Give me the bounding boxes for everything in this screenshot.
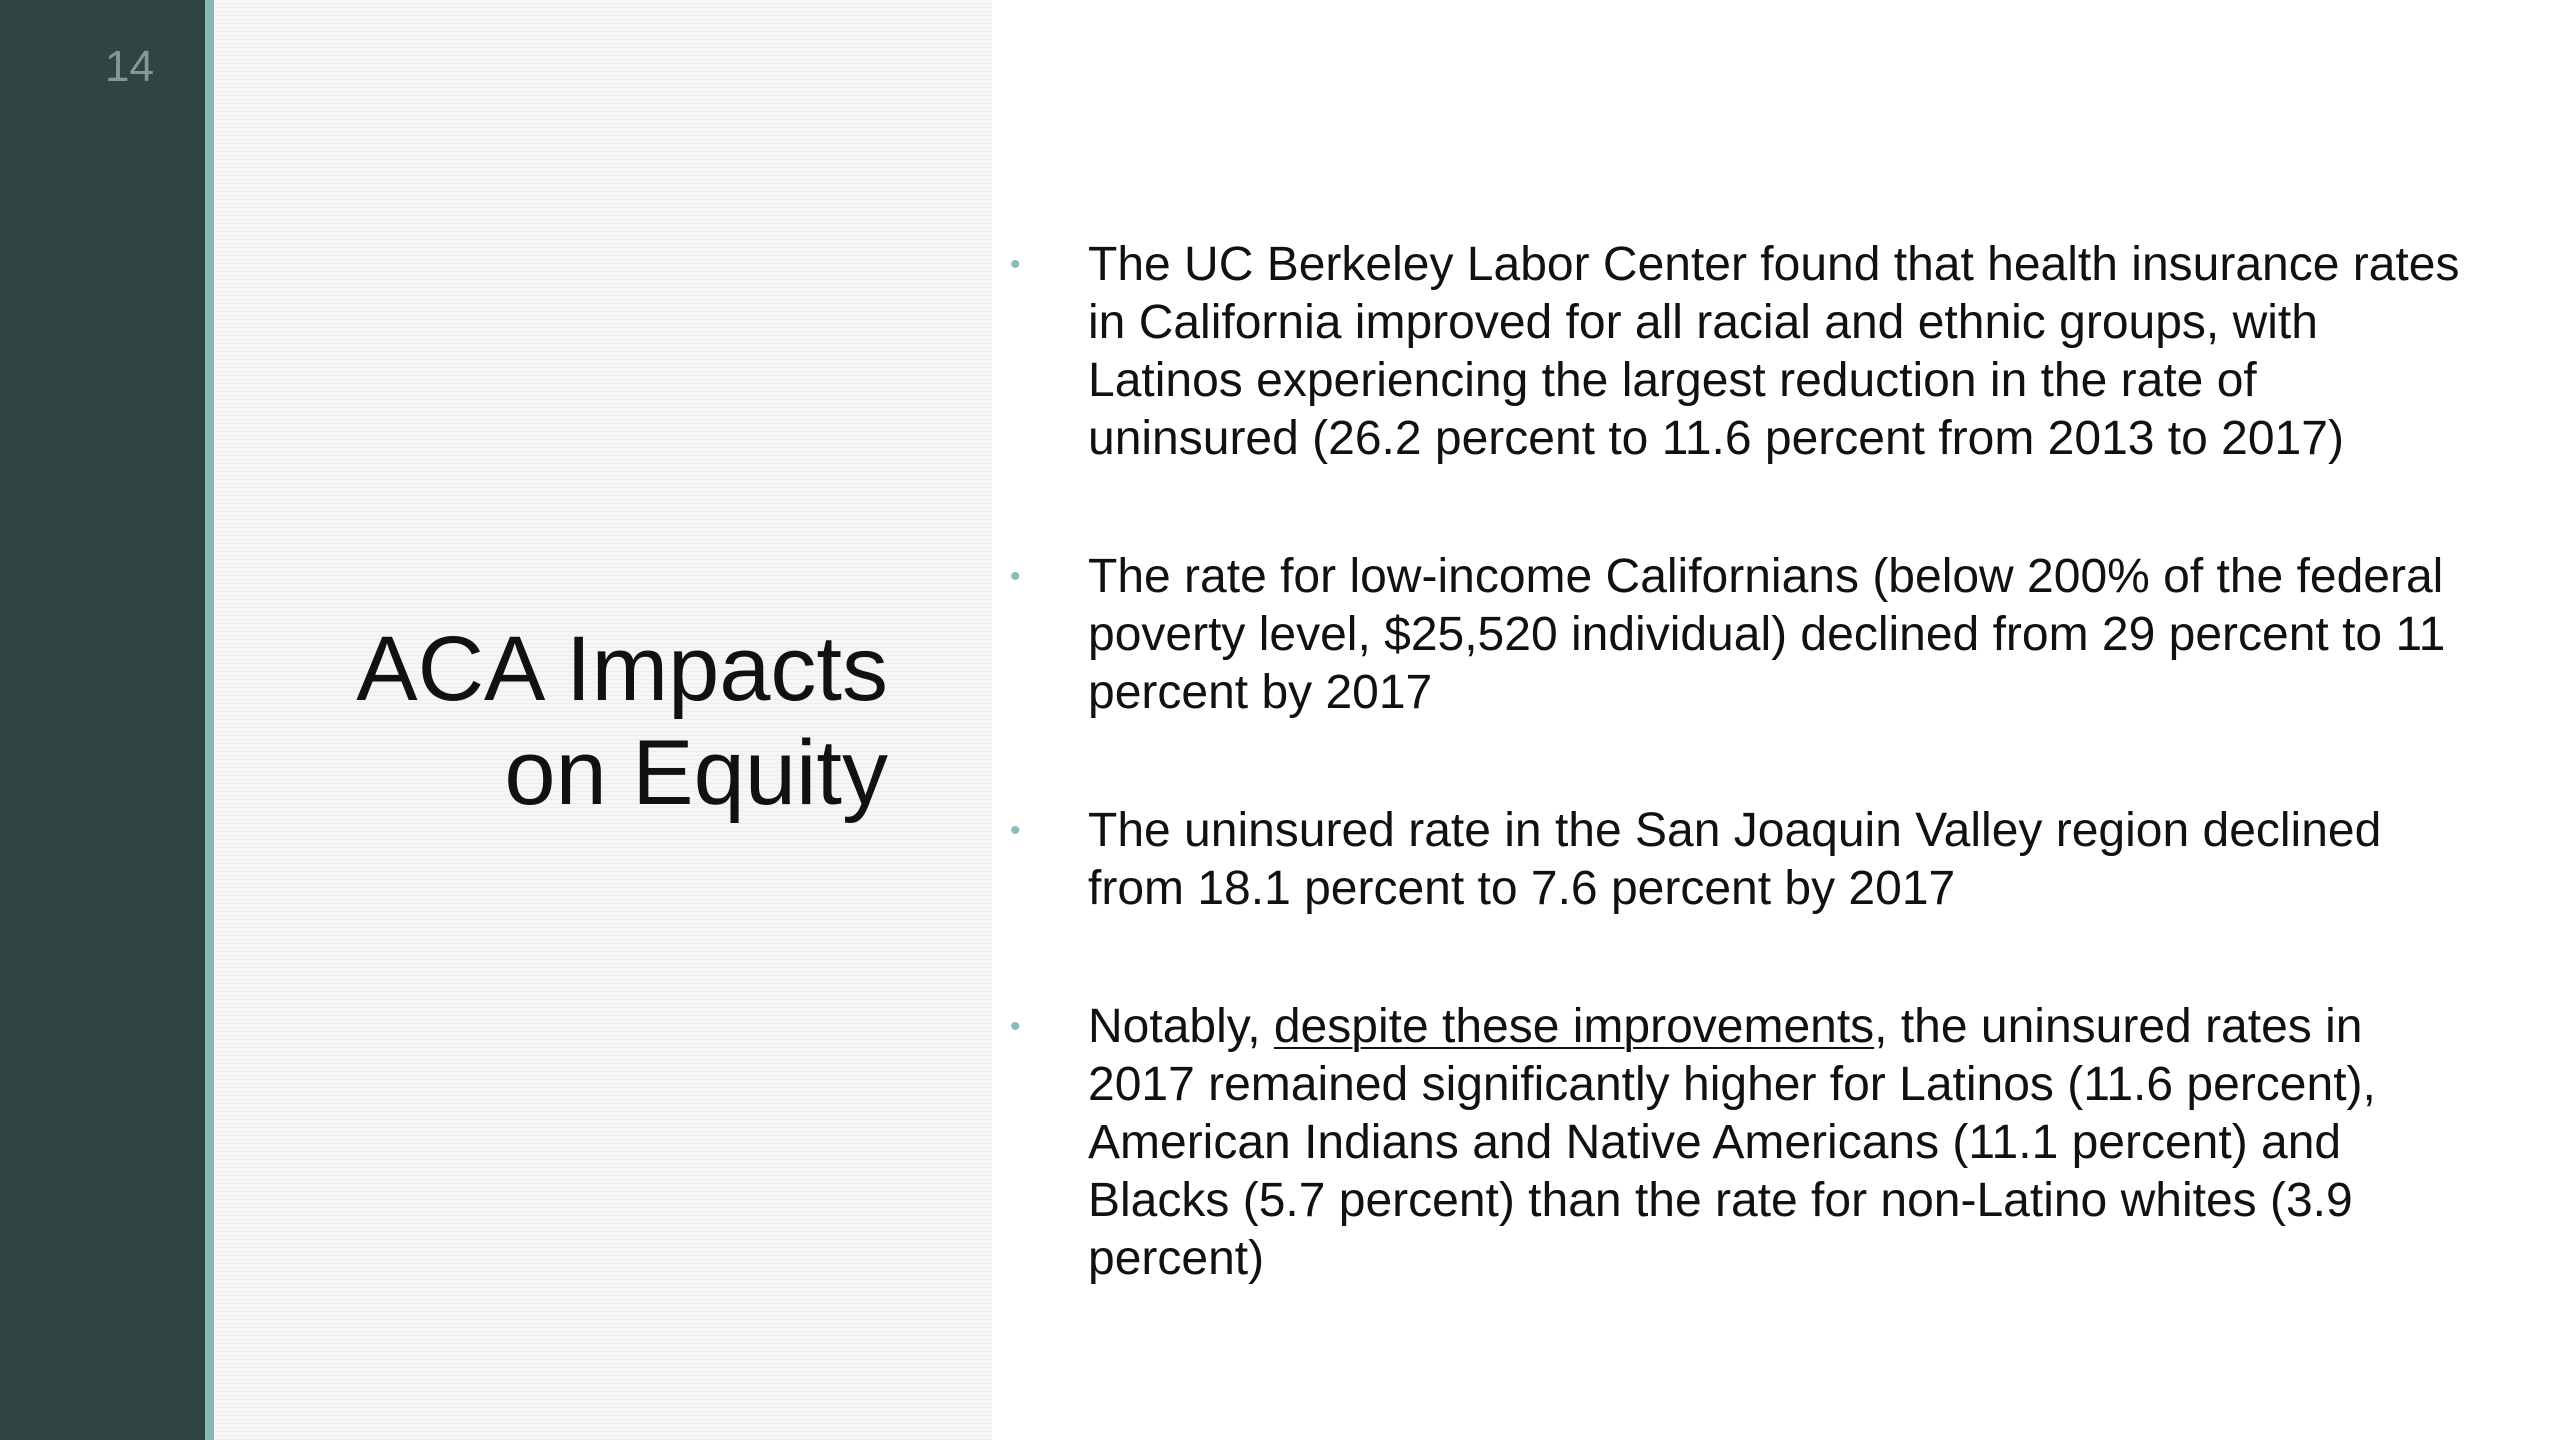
slide-title (356, 617, 888, 825)
bullet-text-4-after: , the uninsured rates in 2017 remained significantly higher for Latinos (11.6 percent), American Indians and Native Americans (11.1 percent) and Blacks (5.7 percent) than the rate for non-Latino whites (3.9 percent) (1088, 1000, 2376, 1285)
bullet-text-2: The rate for low-income Californians (below 200% of the federal poverty level, $25,520 individual) declined from 29 percent to 11 percent by 2017 (1088, 550, 2446, 719)
bullet-item-4 (1010, 998, 2480, 1288)
title-panel (214, 0, 992, 1440)
bullet-dot-icon: • (1010, 1010, 1021, 1043)
bullet-dot-icon: • (1010, 248, 1021, 281)
sidebar-panel (0, 0, 205, 1440)
slide-title-line-2: on Equity (504, 722, 888, 824)
bullet-dot-icon: • (1010, 560, 1021, 593)
slide-title-line-1: ACA Impacts (356, 618, 888, 720)
bullet-item-3 (1010, 802, 2480, 918)
bullet-dot-icon: • (1010, 814, 1021, 847)
bullet-text-3: The uninsured rate in the San Joaquin Valley region declined from 18.1 percent to 7.6 percent by 2017 (1088, 804, 2382, 915)
bullet-item-1 (1010, 236, 2480, 468)
accent-stripe (205, 0, 214, 1440)
slide-number: 14 (105, 42, 154, 91)
bullet-list (1010, 236, 2480, 1288)
bullet-text-1: The UC Berkeley Labor Center found that health insurance rates in California improved for all racial and ethnic groups, with Latinos experiencing the largest reduction in the rate of uninsured (26.2 percent to 11.6 percent from 2013 to 2017) (1088, 238, 2460, 465)
bullet-text-4-underlined: despite these improvements (1273, 1000, 1875, 1053)
bullet-text-4-before: Notably, (1088, 1000, 1274, 1053)
bullet-item-2 (1010, 548, 2480, 722)
